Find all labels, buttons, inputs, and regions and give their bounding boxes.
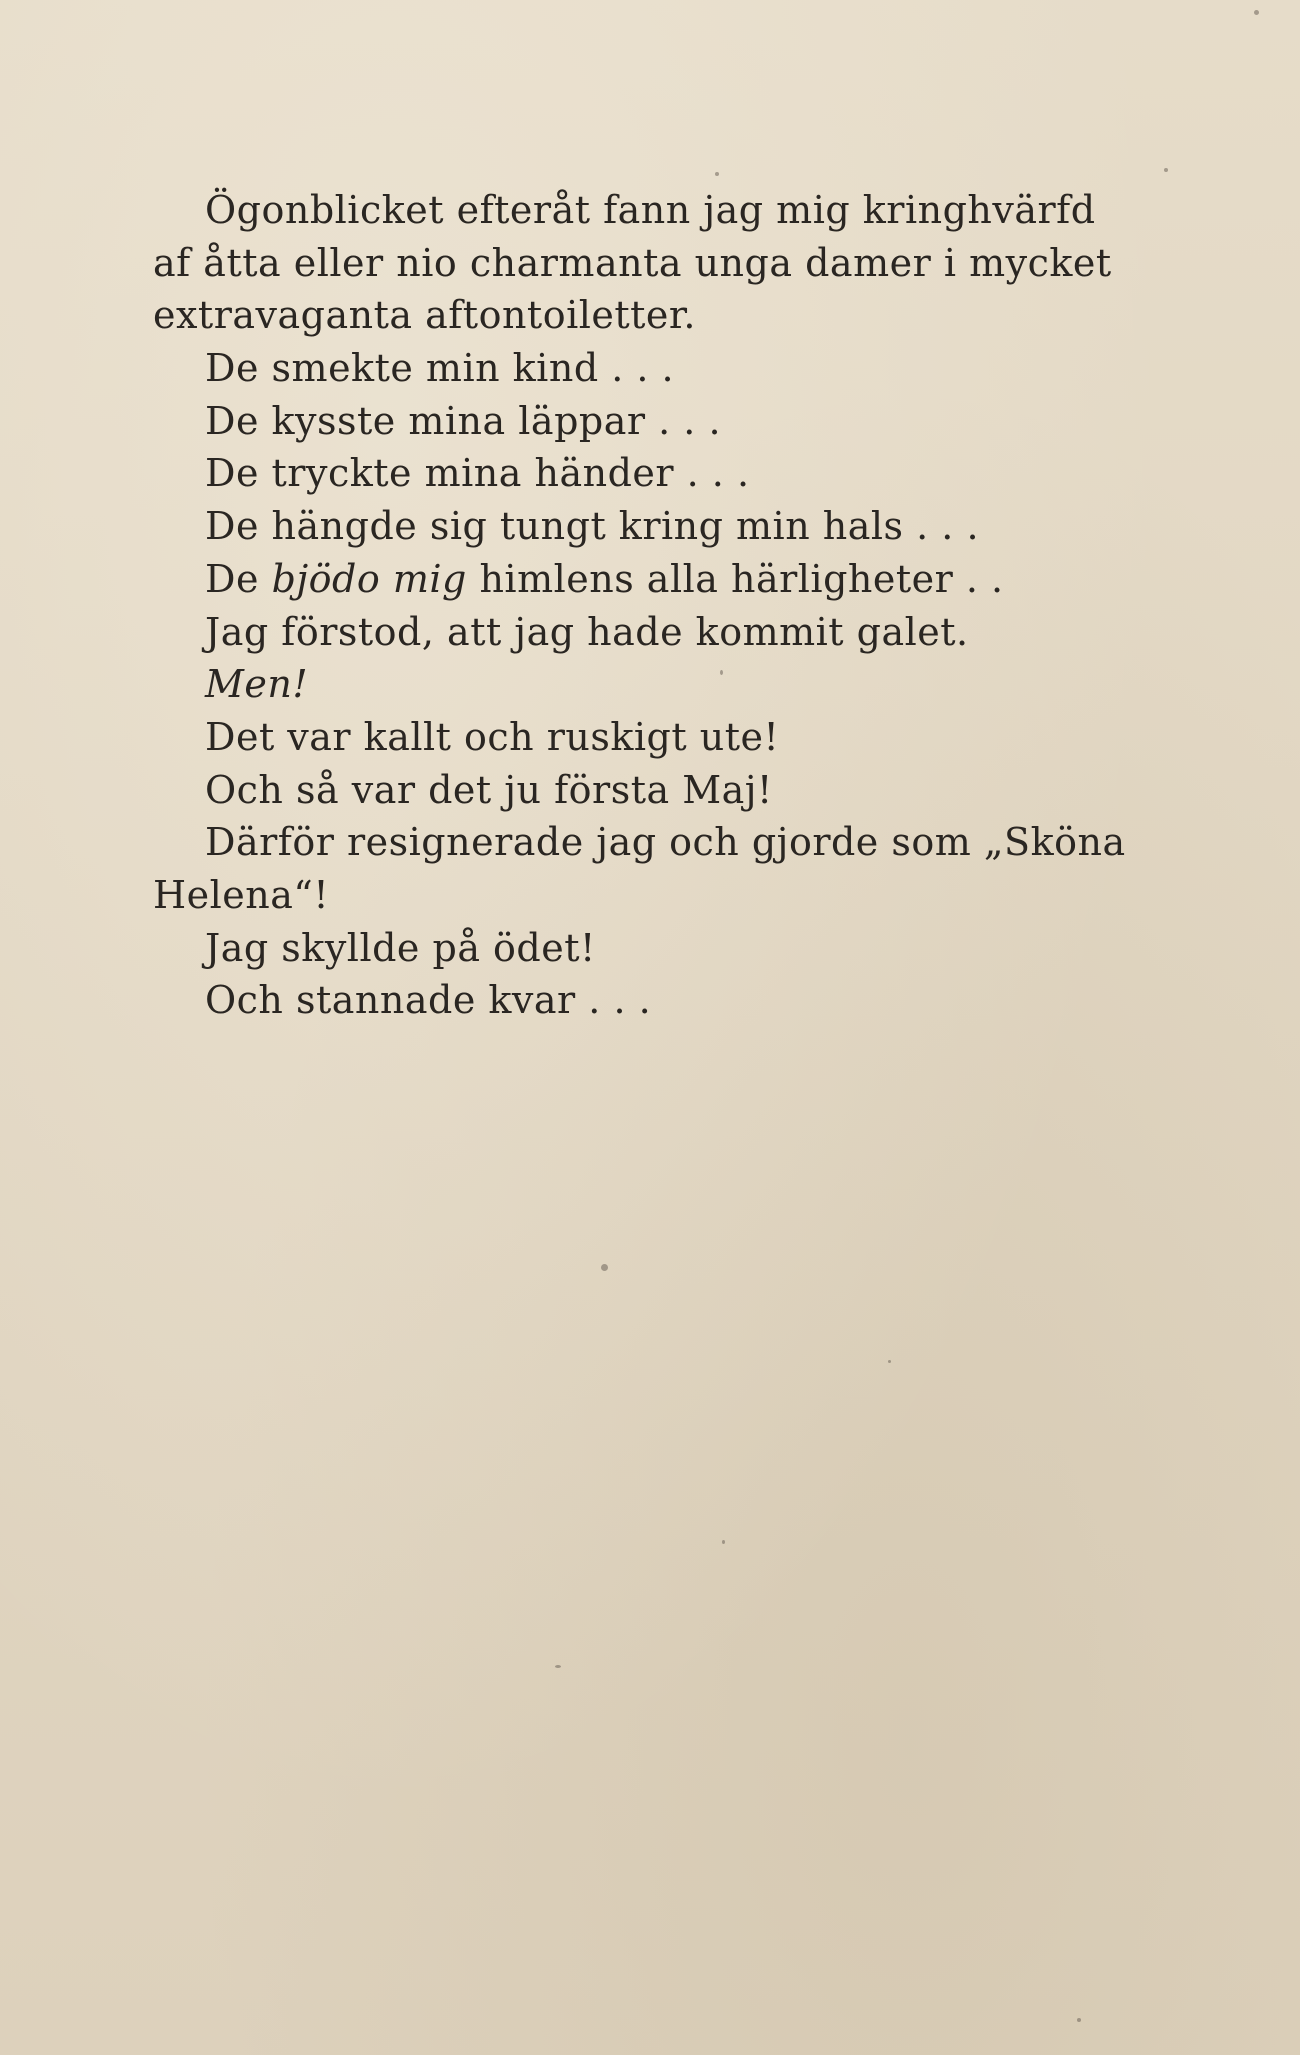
text-line-11: Det var kallt och ruskigt ute! xyxy=(205,714,780,759)
paper-speck xyxy=(1077,2018,1081,2022)
paper-speck xyxy=(720,670,723,675)
text-line-8 xyxy=(205,553,1205,606)
text-line-2: af åtta eller nio charmanta unga damer i mycket xyxy=(153,240,1112,285)
text-line-5: De kysste mina läppar . . . xyxy=(205,398,722,443)
paper-speck xyxy=(715,172,719,176)
text-line-7: De hängde sig tungt kring min hals . . . xyxy=(205,504,980,549)
paper-speck xyxy=(1254,10,1259,15)
italic-phrase: bjödo mig xyxy=(271,556,467,601)
text-line-1: Ögonblicket efteråt fann jag mig kringhvärfd xyxy=(205,188,1096,232)
paper-speck xyxy=(601,1264,608,1271)
paper-speck xyxy=(722,1540,725,1544)
text-line-4: De smekte min kind . . . xyxy=(205,346,675,391)
text-line-15: Jag skyllde på ödet! xyxy=(205,925,596,970)
text-line-16: Och stannade kvar . . . xyxy=(205,978,652,1023)
text-line-8-start: De xyxy=(205,556,259,601)
text-line-12: Och så var det ju första Maj! xyxy=(205,767,773,812)
text-line-10-italic: Men! xyxy=(205,662,309,707)
text-line-6: De tryckte mina händer . . . xyxy=(205,451,750,496)
text-line-14: Helena“! xyxy=(153,872,330,917)
paper-speck xyxy=(555,1665,561,1668)
text-line-13: Därför resignerade jag och gjorde som „Sköna xyxy=(205,820,1126,865)
text-line-8-end: himlens alla härligheter . . xyxy=(479,556,1004,601)
text-line-3: extravaganta aftontoiletter. xyxy=(153,293,696,338)
page-text xyxy=(153,184,1205,1027)
paper-speck xyxy=(888,1360,891,1363)
paper-speck xyxy=(1164,168,1168,172)
text-line-9: Jag förstod, att jag hade kommit galet. xyxy=(205,609,969,654)
